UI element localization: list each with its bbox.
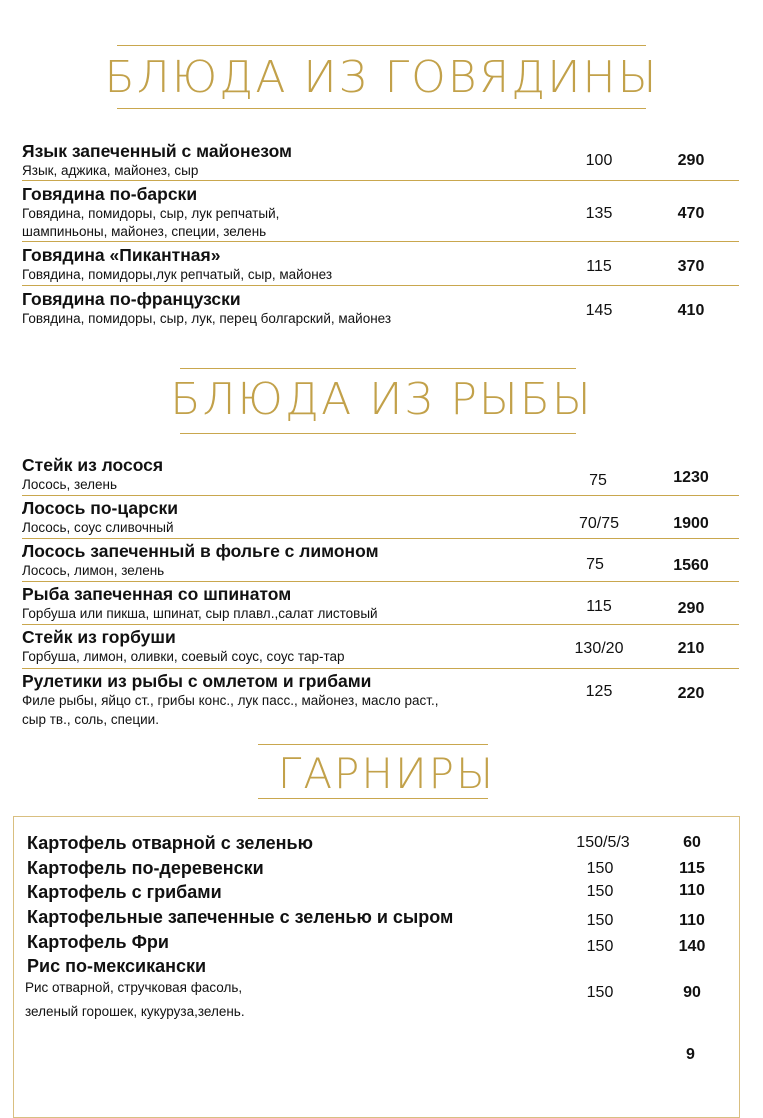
dish-name: Картофель Фри [27,932,169,952]
dish-name: Стейк из лосося [22,455,164,475]
row-divider [22,180,739,181]
dish-description: Горбуша, лимон, оливки, соевый соус, соус тар-тар [22,649,345,664]
dish-name: Говядина «Пикантная» [22,245,221,265]
beef-header-bottom-rule [117,108,646,109]
dish-price: 470 [677,205,705,222]
dish-weight: 150 [586,883,614,900]
dish-name: Язык запеченный с майонезом [22,141,292,161]
dish-description: Филе рыбы, яйцо ст., грибы конс., лук пасс., майонез, масло раст., [22,693,439,708]
dish-price: 290 [677,152,705,169]
fish-header-top-rule [180,368,576,369]
garnish-header-bottom-rule [258,798,488,799]
garnish-section-title: ГАРНИРЫ [277,749,496,798]
dish-weight: 130/20 [574,640,624,657]
dish-weight: 135 [585,205,613,222]
dish-weight: 115 [586,598,612,615]
fish-header-bottom-rule [180,433,576,434]
dish-price: 410 [677,302,705,319]
dish-price: 140 [678,938,706,955]
dish-name: Говядина по-французски [22,289,241,309]
dish-weight: 145 [585,302,613,319]
beef-header-top-rule [117,45,646,46]
dish-price: 370 [677,258,705,275]
dish-name: Рис по-мексикански [27,956,207,976]
dish-name: Рулетики из рыбы с омлетом и грибами [22,671,372,691]
dish-weight: 75 [589,472,607,489]
row-divider [22,285,739,286]
dish-name: Лосось запеченный в фольге с лимоном [22,541,379,561]
dish-price: 110 [679,882,705,899]
dish-name: Картофель с грибами [27,882,222,902]
dish-price: 220 [677,685,705,702]
dish-weight: 150 [586,984,614,1001]
row-divider [22,241,739,242]
dish-name: Картофель отварной с зеленью [27,833,313,853]
dish-weight: 100 [585,152,613,169]
row-divider [22,668,739,669]
dish-weight: 150 [586,912,614,929]
dish-description: шампиньоны, майонез, специи, зелень [22,224,267,239]
dish-price: 1560 [673,557,709,574]
dish-description: Говядина, помидоры, сыр, лук, перец болгарский, майонез [22,311,392,326]
dish-description: Горбуша или пикша, шпинат, сыр плавл.,салат листовый [22,606,378,621]
garnish-header-top-rule [258,744,488,745]
dish-description: Говядина, помидоры, сыр, лук репчатый, [22,206,280,221]
beef-section-title: БЛЮДА ИЗ ГОВЯДИНЫ [104,52,659,103]
dish-description: Лосось, лимон, зелень [22,563,165,578]
dish-name: Лосось по-царски [22,498,179,518]
dish-price: 1230 [673,469,709,486]
dish-name: Картофель по-деревенски [27,858,264,878]
dish-price: 115 [679,860,705,877]
dish-weight: 150 [586,938,614,955]
dish-weight: 115 [586,258,612,275]
dish-weight: 150 [586,860,614,877]
dish-description: сыр тв., соль, специи. [22,712,159,727]
dish-description: Лосось, зелень [22,477,118,492]
dish-name: Стейк из горбуши [22,627,176,647]
dish-price: 1900 [673,515,709,532]
dish-name: Рыба запеченная со шпинатом [22,584,292,604]
dish-name: Картофельные запеченные с зеленью и сыром [27,907,454,927]
dish-price: 60 [683,834,701,851]
dish-price: 210 [677,640,705,657]
dish-price: 290 [677,600,705,617]
dish-description: Рис отварной, стручковая фасоль, [25,980,243,995]
dish-weight: 150/5/3 [576,834,630,851]
fish-section-title: БЛЮДА ИЗ РЫБЫ [170,374,593,425]
dish-weight: 125 [585,683,613,700]
dish-weight: 70/75 [578,515,620,532]
row-divider [22,538,739,539]
dish-description: Лосось, соус сливочный [22,520,174,535]
row-divider [22,624,739,625]
row-divider [22,495,739,496]
dish-description: Говядина, помидоры,лук репчатый, сыр, майонез [22,267,333,282]
dish-description: Язык, аджика, майонез, сыр [22,163,199,178]
dish-price: 90 [683,984,701,1001]
dish-price: 110 [679,912,705,929]
dish-name: Говядина по-барски [22,184,198,204]
row-divider [22,581,739,582]
page-number: 9 [686,1046,695,1063]
dish-description: зеленый горошек, кукуруза,зелень. [25,1004,245,1019]
dish-weight: 75 [586,556,604,573]
